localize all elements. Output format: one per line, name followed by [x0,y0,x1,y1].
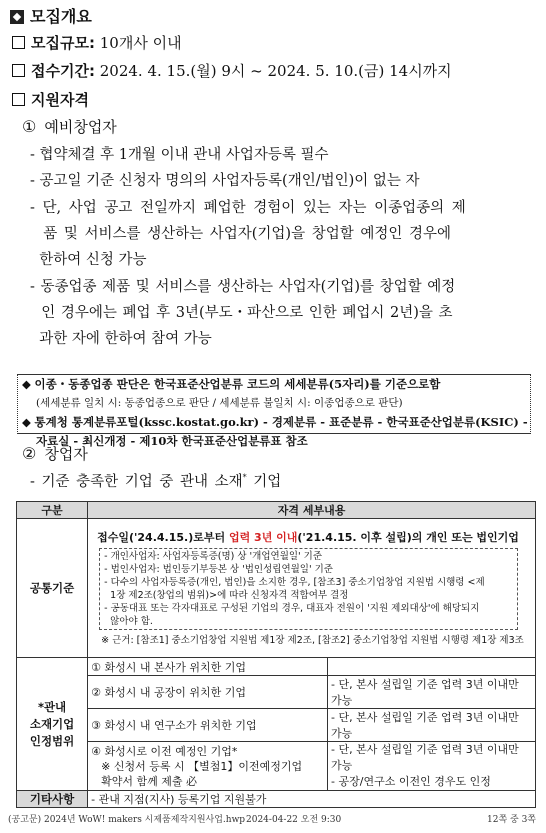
footer-timestamp: 2024-04-22 오전 9:30 [246,815,342,825]
table-header [17,502,536,519]
criteria-line: - 개인사업자: 사업자등록증(명) 상 '개업연월일' 기준 [104,551,323,562]
application-period: 접수기간: 2024. 4. 15.(월) 9시 ~ 2024. 5. 10.(금) 14시까지 [12,60,546,81]
local-left: ④ 화성시로 이전 예정인 기업* ※ 신청서 등록 시 【별첨1】이전예정기업 확약서 함께 제출 必 [88,742,328,791]
table-row-local [17,742,536,791]
common-detail [88,519,536,658]
local-left: ① 화성시 내 본사가 위치한 기업 [88,658,328,676]
footer-page: 12쪽 중 3쪽 [487,815,536,825]
section-qualification: 지원자격 [12,89,546,110]
black-diamond-icon: ◆ [22,415,31,429]
table-row-local [17,676,536,709]
local-right: - 단, 본사 설립일 기준 업력 3년 이내만 가능 [328,676,536,709]
pre-founder-item: 품 및 서비스를 생산하는 사업자(기업)을 창업할 예정인 경우에 [30,226,451,242]
diamond-bullet-icon [10,10,24,24]
note-line: 자료실 - 최신개정 - 제10차 한국표준산업분류표 참조 [36,434,308,448]
local-label: *관내 소재기업 인정범위 [17,658,88,791]
header-category: 구분 [17,502,88,519]
note-line: ◆ 이종・동종업종 판단은 한국표준산업분류 코드의 세세분류(5자리)를 기준으로함 [22,377,441,391]
header-detail: 자격 세부내용 [88,502,536,519]
local-left: ③ 화성시 내 연구소가 위치한 기업 [88,709,328,742]
pre-founder-item: - 동종업종 제품 및 서비스를 생산하는 사업자(기업)를 창업할 예정 [30,279,456,295]
recruit-scale: 모집규모: 10개사 이내 [12,32,546,53]
common-headline: 접수일('24.4.15.)로부터 업력 3년 이내('21.4.15. 이후 설립)의 개인 또는 법인기업 [97,531,519,544]
criteria-line: 1장 제2조(창업의 범위)>에 따라 신청자격 적합여부 결정 [104,590,349,601]
pre-founder-item: - 공고일 기준 신청자 명의의 사업자등록(개인/법인)이 없는 자 [30,173,420,189]
note-line: ◆ 통계청 통계분류포털(kssc.kostat.go.kr) - 경제분류 - 표준분류 - 한국표준산업분류(KSIC) - [22,415,528,429]
square-bullet-icon [12,36,25,49]
criteria-line: - 법인사업자: 법인등기부등본 상 '법인성립연월일' 기준 [104,564,333,575]
common-criteria-box [99,548,518,630]
table-row-local [17,709,536,742]
pre-founder-item: - 협약체결 후 1개월 이내 관내 사업자등록 필수 [30,147,329,163]
square-bullet-icon [12,93,25,106]
square-bullet-icon [12,64,25,77]
table-row-other [17,791,536,808]
other-label: 기타사항 [17,791,88,808]
note-box [17,374,531,448]
table-row-local [17,658,536,676]
table-row-common [17,519,536,658]
pre-founder-item: 과한 자에 한하여 참여 가능 [30,331,212,347]
pre-founder-heading: ① 예비창업자 [22,117,117,136]
pre-founder-item: 인 경우에는 폐업 후 3년(부도・파산으로 인한 폐업시 2년)을 초 [30,305,453,321]
local-right: - 단, 본사 설립일 기준 업력 3년 이내만 가능 - 공장/연구소 이전인 경우도 인정 [328,742,536,791]
criteria-line: 않아야 함. [104,616,153,627]
black-diamond-icon: ◆ [22,377,31,391]
other-value: - 관내 지점(지사) 등록기업 지원불가 [88,791,536,808]
criteria-line: - 공동대표 또는 각자대표로 구성된 기업의 경우, 대표자 전원이 '지원 제외대상'에 해당되지 [104,603,480,614]
founder-heading: ② 창업자 [22,444,88,463]
common-reference: ※ 근거: [참조1] 중소기업창업 지원법 제1장 제2조, [참조2] 중소기업창업 지원법 시행령 제1장 제3조 [101,635,524,646]
section-overview: 모집개요 [10,4,546,27]
criteria-table [16,501,536,808]
local-left: ② 화성시 내 공장이 위치한 기업 [88,676,328,709]
founder-item: - 기준 충족한 기업 중 관내 소재* 기업 [30,473,282,490]
pre-founder-item: 한하여 신청 가능 [30,252,147,268]
note-line: (세세분류 일치 시: 동종업종으로 판단 / 세세분류 불일치 시: 이종업종으로 판단) [36,397,403,409]
footer-filename: (공고문) 2024년 WoW! makers 시제품제작지원사업.hwp [8,815,246,825]
local-right [328,658,536,676]
pre-founder-item: - 단, 사업 공고 전일까지 폐업한 경험이 있는 자는 이종업종의 제 [30,200,466,216]
criteria-line: - 다수의 사업자등록증(개인, 법인)을 소지한 경우, [참조3] 중소기업창업 지원법 시행령 <제 [104,577,485,588]
common-label: 공통기준 [17,519,88,658]
local-right: - 단, 본사 설립일 기준 업력 3년 이내만 가능 [328,709,536,742]
